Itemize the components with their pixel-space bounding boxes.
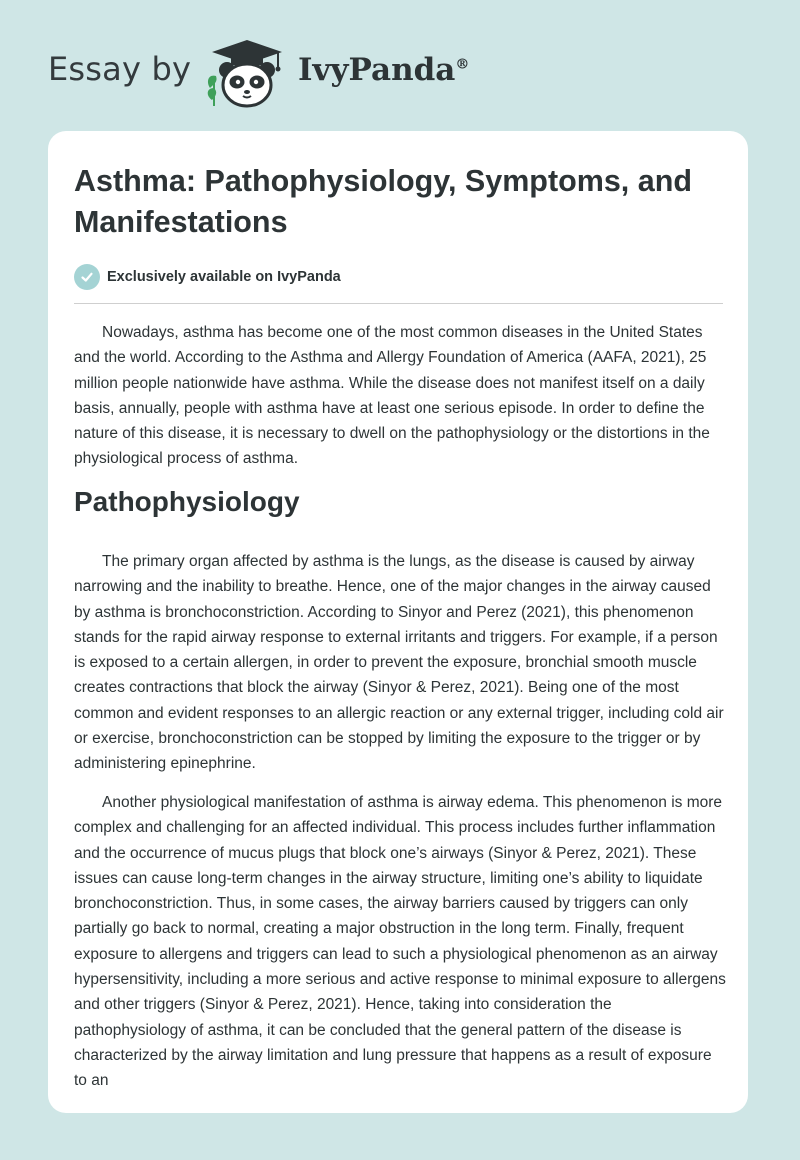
- panda-graduate-logo-icon[interactable]: [200, 36, 295, 108]
- registered-mark: ®: [455, 56, 470, 73]
- body-paragraph-2: The primary organ affected by asthma is the lungs, as the disease is caused by airway narrowing and the inability to breathe. Hence, one of the major changes in the airway caused by asthma is bronchoconstriction. According to Sinyor and Perez (2021), this phenomenon stands for the rapid airway response to external irritants and triggers. For example, if a person is exposed to a certain allergen, in order to prevent the exposure, bronchial smooth muscle creates contractions that block the airway (Sinyor & Perez, 2021). Being one of the most common and evident responses to an allergic reaction or any external trigger, including cold air or exercise, bronchoconstriction can be stopped by limiting the exposure to the trigger or by administering epinephrine.: [74, 553, 724, 773]
- title-divider: [74, 303, 723, 304]
- essay-title: Asthma: Pathophysiology, Symptoms, and Manifestations: [74, 164, 692, 239]
- site-header: [0, 0, 800, 130]
- exclusive-badge: [74, 263, 341, 291]
- intro-paragraph: Nowadays, asthma has become one of the most common diseases in the United States and the world. According to the Asthma and Allergy Foundation of America (AAFA, 2021), 25 million people nationwide have asthma. While the disease does not manifest itself on a daily basis, annually, people with asthma have at least one serious episode. In order to define the nature of this disease, it is necessary to dwell on the pathophysiology or the distortions in the physiological process of asthma.: [74, 324, 710, 468]
- body-paragraph-3: Another physiological manifestation of asthma is airway edema. This phenomenon is more complex and challenging for an affected individual. This process includes further inflammation and the occurrence of mucus plugs that block one’s airways (Sinyor & Perez, 2021). These issues can cause long-term changes in the airway structure, limiting one’s ability to liquidate bronchoconstriction. Thus, in some cases, the airway barriers caused by triggers can only partially go back to normal, creating a major obstruction in the long term. Finally, frequent exposure to allergens and triggers can lead to such a physiological phenomenon as an airway hypersensitivity, including a more serious and active response to minimal exposure to allergens and other triggers (Sinyor & Perez, 2021). Hence, taking into consideration the pathophysiology of asthma, it can be concluded that the general pattern of the disease is characterized by the airway limitation and lung pressure that happens as a result of exposure to an: [74, 794, 726, 1090]
- exclusive-badge-text: Exclusively available on IvyPanda: [107, 269, 341, 285]
- essay-by-label: Essay by: [48, 50, 192, 88]
- check-icon: [74, 264, 100, 290]
- essay-card: [48, 131, 748, 1113]
- brand-name-text: IvyPanda: [298, 52, 456, 88]
- section-heading-pathophysiology: Pathophysiology: [74, 486, 300, 517]
- brand-name[interactable]: [298, 52, 469, 88]
